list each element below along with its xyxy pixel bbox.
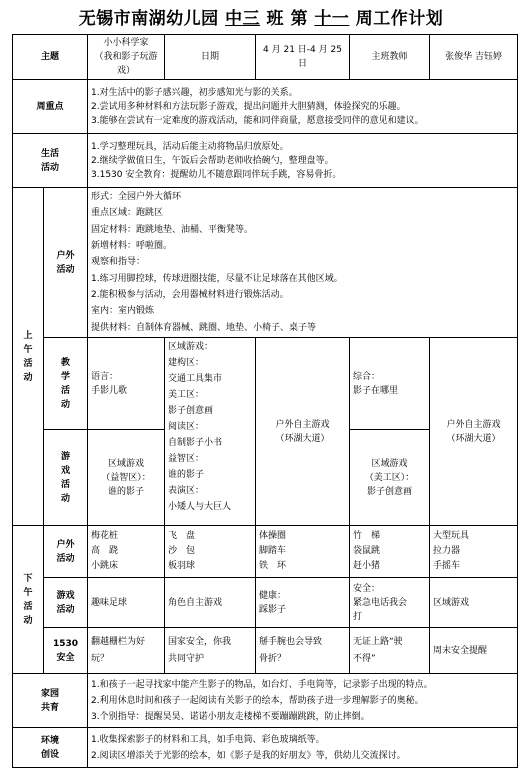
cell-line: 美工区： [168,390,205,400]
life-content [88,134,518,188]
cell-line: 户外自主游戏 [275,419,330,430]
tue-morning [165,338,256,526]
teacher-value: 张俊华 吉钰婷 [430,35,518,80]
wed-morning [256,338,350,526]
cell-line: 健康： [259,590,287,601]
outdoor-line: 观察和指导： [91,257,146,268]
header-row [13,35,518,80]
env-row [13,728,518,768]
theme-sub: （我和影子玩游戏） [94,52,158,76]
cell-line: 谁的影子 [168,470,205,480]
life-label [13,134,88,188]
cell-line: 踩影子 [259,604,287,615]
fri-morning [430,338,518,526]
cell-line: 区域游戏 [433,597,470,608]
morning-teaching-row [13,338,518,430]
morning-outdoor-content [88,188,518,338]
label-char: 动 [61,399,71,410]
cell-line: 阅读区： [168,422,205,432]
cell-line: 自制影子小书 [168,438,223,448]
label-char: 学 [61,371,71,382]
label-char: 教 [61,357,71,368]
cell-line: 语言： [91,371,119,382]
outdoor-line: 重点区域：跑跳区 [91,208,164,219]
cell-line: 不得” [353,653,376,664]
cell-line: （环湖大道） [446,433,501,444]
school-name: 无锡市南湖幼儿园 [78,9,219,29]
cell-line: 玩？ [91,653,110,664]
cell-line: 安全： [353,583,381,594]
env-line: 1.收集探索影子的材料和工具，如手电筒、彩色玻璃纸等。 [91,734,325,745]
date-label: 日期 [165,35,256,80]
cell-line: 梅花桩 [91,531,119,541]
mon-afternoon-outdoor [88,526,165,578]
mon-afternoon-games [88,578,165,628]
thu-safety [350,628,430,674]
cell-line: （益智区）： [101,472,151,483]
cell-line: 区域游戏 [371,458,408,469]
home-line: 1.和孩子一起寻找家中能产生影子的物品，如台灯、手电筒等，记录影子出现的特点。 [91,679,433,690]
cell-line: （美工区）： [364,472,415,483]
cell-line: 区域游戏： [168,342,214,352]
afternoon-games-label [44,578,88,628]
theme-name: 小小科学家 [103,38,149,48]
label-char: 午 [23,344,33,355]
outdoor-line: 形式：全园户外大循环 [91,192,182,203]
label-line: 活动 [56,604,75,615]
cell-line: 区域游戏 [108,458,145,469]
wed-afternoon-games [256,578,350,628]
label-char: 活 [23,358,33,369]
focus-line: 1.对生活中的影子感兴趣，初步感知光与影的关系。 [91,87,298,98]
cell-line: 手摇车 [433,561,461,571]
label-char: 游 [61,451,71,462]
cell-line: 无证上路“驶 [353,636,403,647]
thu-afternoon-outdoor [350,526,430,578]
cell-line: 影子创意画 [168,406,214,416]
home-label [13,674,88,728]
cell-line: 铁 环 [259,561,287,571]
class-word: 班 [266,9,285,29]
cell-line: 影子在哪里 [353,385,399,396]
thu-afternoon-games [350,578,430,628]
safety-label [44,628,88,674]
cell-line: 表演区： [168,486,205,496]
thu-teaching [350,338,430,430]
outdoor-line: 固定材料：跑跳地垫、油桶、平衡凳等。 [91,224,254,235]
cell-line: 益智区： [168,454,205,464]
cell-line: 小跳床 [91,561,119,571]
theme-label: 主题 [13,35,88,80]
cell-line: 大型玩具 [433,531,470,541]
cell-line: 小矮人与大巨人 [168,502,232,512]
thu-games [350,430,430,526]
cell-line: 谁的影子 [108,486,145,497]
cell-line: 综合： [353,371,381,382]
cell-line: 户外自主游戏 [446,419,501,430]
outdoor-line: 室内：室内锻炼 [91,306,155,317]
life-line: 3.1530 安全教育：提醒幼儿不随意跟同伴玩手跳，容易骨折。 [91,169,342,180]
label-line: 1530 [52,638,79,649]
label-char: 活 [61,385,71,396]
focus-line: 2.尝试用多种材料和方法玩影子游戏，提出问题并大胆猜测，体验探究的乐趣。 [91,101,406,112]
life-row [13,134,518,188]
label-line: 共育 [41,702,60,713]
cell-line: 竹 梯 [353,531,381,541]
afternoon-games-row [13,578,518,628]
cell-line: 飞 盘 [168,531,196,541]
fri-afternoon-outdoor [430,526,518,578]
morning-games-label [44,430,88,526]
mon-games [88,430,165,526]
label-line: 户外 [56,539,75,550]
cell-line: 交通工具集市 [168,374,223,384]
life-line: 2.继续学做值日生，午饭后会帮助老师收拾碗勺，整理盘等。 [91,155,334,166]
life-line: 1.学习整理玩具，活动后能主动将物品归放原处。 [91,141,289,152]
label-line: 环境 [41,735,60,746]
label-char: 午 [23,587,33,598]
week-number: 十一 [314,9,350,29]
cell-line: 袋鼠跳 [353,546,381,556]
cell-line: 拉力器 [433,546,461,556]
cell-line: 国家安全，你我 [168,636,232,647]
tue-afternoon-outdoor [165,526,256,578]
label-line: 安全 [56,652,75,663]
weekly-focus-content [88,80,518,134]
cell-line: 手影儿歌 [91,385,128,396]
morning-outdoor-row [13,188,518,338]
cell-line: （环湖大道） [275,433,330,444]
label-char: 上 [23,330,33,341]
label-char: 动 [23,615,33,626]
cell-line: 体操圈 [259,531,287,541]
label-line: 生活 [41,148,60,159]
weekly-focus-label: 周重点 [13,80,88,134]
cell-line: 建构区： [168,358,205,368]
mon-teaching [88,338,165,430]
env-line: 2.阅读区增添关于光影的绘本，如《影子是我的好朋友》等，供幼儿交流探讨。 [91,750,406,761]
env-label [13,728,88,768]
morning-label [13,188,44,526]
label-line: 创设 [41,749,60,760]
week-prefix: 第 [290,9,308,29]
outdoor-line: 新增材料：呼啦圈。 [91,241,173,252]
label-char: 戏 [61,465,71,476]
cell-line: 打 [353,611,363,622]
teacher-label: 主班教师 [350,35,430,80]
label-char: 动 [23,372,33,383]
safety-row [13,628,518,674]
outdoor-line: 1.练习用脚控球，传球进圈技能，尽量不让足球落在其他区域。 [91,273,343,284]
label-line: 游戏 [56,590,75,601]
weekly-focus-row [13,80,518,134]
title-suffix: 周工作计划 [355,9,444,29]
home-content [88,674,518,728]
theme-value [88,35,165,80]
cell-line: 影子创意画 [367,486,413,497]
cell-line: 紧急电话我会 [353,597,408,608]
class-name: 中三 [225,9,261,29]
tue-afternoon-games [165,578,256,628]
mon-safety [88,628,165,674]
label-char: 活 [61,479,71,490]
tue-safety [165,628,256,674]
focus-line: 3.能够在尝试有一定难度的游戏活动，能和同伴商量，愿意接受同伴的意见和建议。 [91,115,424,126]
home-row [13,674,518,728]
cell-line: 翻越栅栏为好 [91,636,146,647]
cell-line: 掰手腕也会导致 [259,636,323,647]
outdoor-line: 提供材料：自制体育器械、跳圈、地垫、小椅子、桌子等 [91,322,317,333]
cell-line: 沙 包 [168,546,196,556]
fri-afternoon-games [430,578,518,628]
env-content [88,728,518,768]
page-title [0,4,522,29]
label-line: 活动 [56,553,75,564]
outdoor-line: 2.能积极参与活动，会用器械材料进行锻炼活动。 [91,289,289,300]
cell-line: 周末安全提醒 [433,645,488,656]
afternoon-outdoor-label [44,526,88,578]
label-char: 下 [23,573,33,584]
weekly-plan-table [12,34,518,768]
home-line: 3.个别指导：提醒昊昊、诺诺小朋友走楼梯不要蹦蹦跳跳，防止摔倒。 [91,711,370,722]
label-line: 活动 [41,162,60,173]
cell-line: 趣味足球 [91,597,128,608]
fri-safety [430,628,518,674]
label-line: 家园 [41,688,60,699]
home-line: 2.利用休息时间和孩子一起阅读有关影子的绘本，帮助孩子进一步理解影子的奥秘。 [91,695,424,706]
teaching-label [44,338,88,430]
cell-line: 板羽球 [168,561,196,571]
afternoon-label [13,526,44,674]
wed-afternoon-outdoor [256,526,350,578]
cell-line: 脚踏车 [259,546,287,556]
cell-line: 共同守护 [168,653,205,664]
cell-line: 高 跷 [91,546,119,556]
label-char: 活 [23,601,33,612]
cell-line: 赶小猪 [353,561,381,571]
morning-outdoor-label [44,188,88,338]
afternoon-outdoor-row [13,526,518,578]
label-char: 动 [61,493,71,504]
cell-line: 角色自主游戏 [168,597,223,608]
wed-safety [256,628,350,674]
label-line: 户外 [56,250,75,261]
cell-line: 骨折？ [259,653,287,664]
label-line: 活动 [56,264,75,275]
date-value: 4 月 21 日-4 月 25 日 [256,35,350,80]
